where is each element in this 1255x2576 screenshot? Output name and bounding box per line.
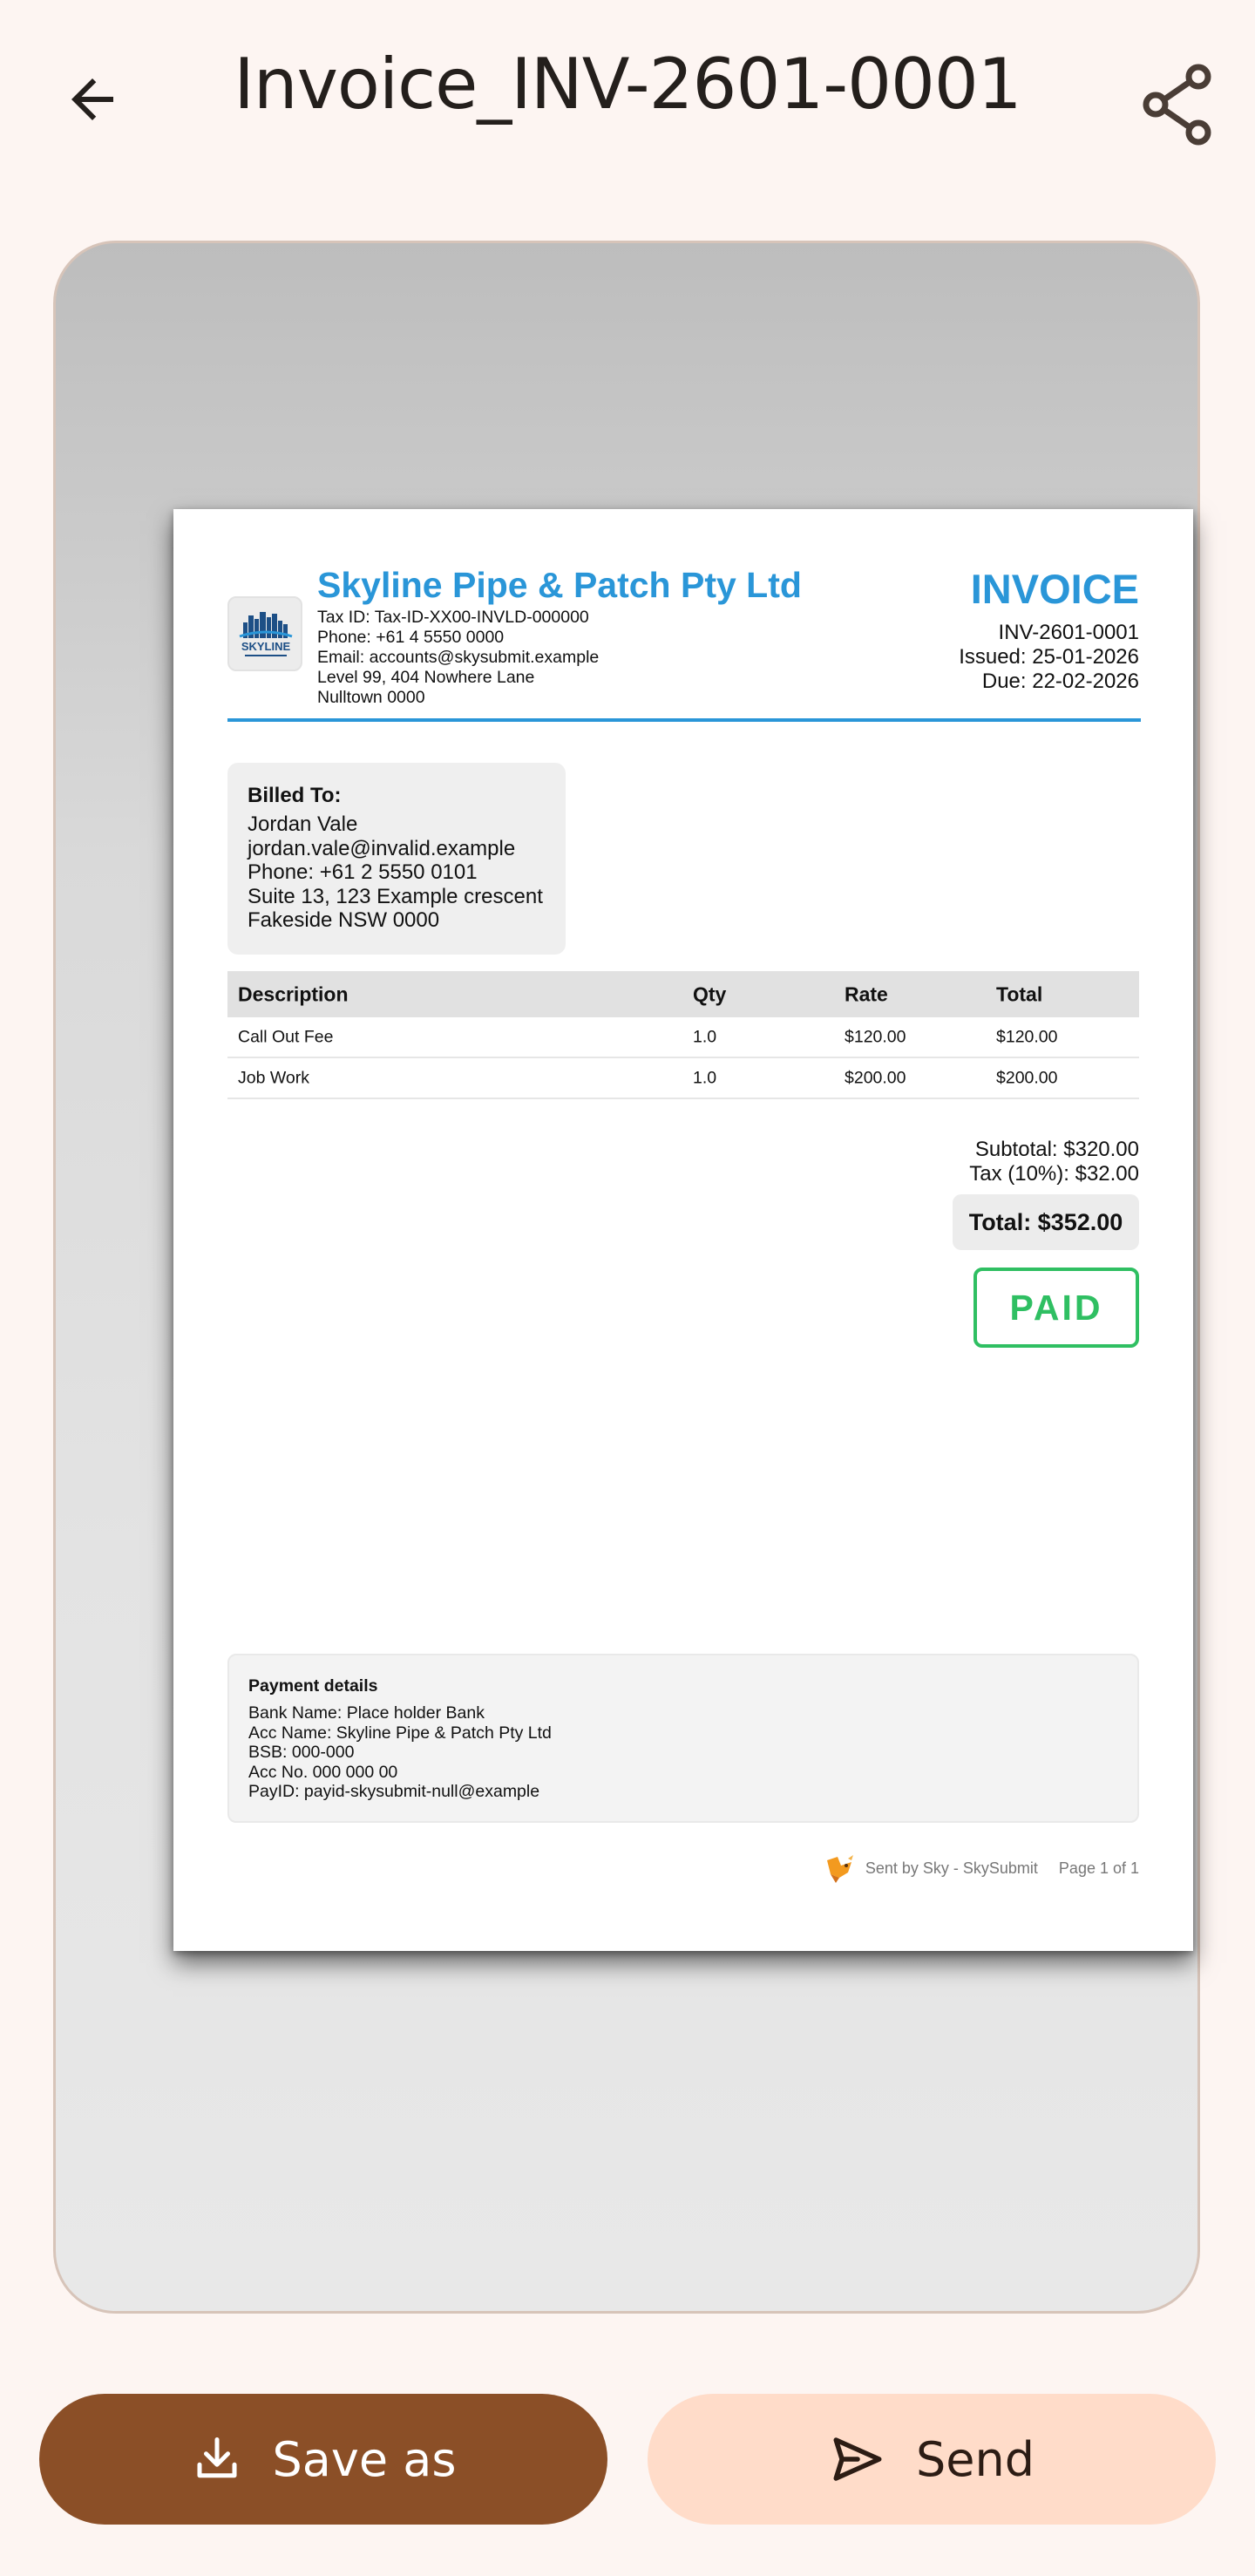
pdf-preview[interactable] bbox=[53, 241, 1200, 2314]
column-total: Total bbox=[996, 982, 1043, 1005]
client-phone: Phone: +61 2 5550 0101 bbox=[248, 860, 478, 884]
send-label: Send bbox=[915, 2431, 1035, 2487]
table-row bbox=[227, 1017, 1139, 1058]
totals-summary bbox=[969, 1138, 1139, 1186]
page-title: Invoice_INV-2601-0001 bbox=[234, 44, 1021, 125]
billed-to-details bbox=[248, 812, 543, 933]
page-footer bbox=[822, 1852, 1139, 1885]
issued-date: Issued: 25-01-2026 bbox=[959, 645, 1139, 669]
paid-stamp: PAID bbox=[973, 1268, 1139, 1348]
bsb: BSB: 000-000 bbox=[248, 1743, 355, 1762]
account-name: Acc Name: Skyline Pipe & Patch Pty Ltd bbox=[248, 1723, 552, 1743]
item-description: Call Out Fee bbox=[238, 1027, 334, 1046]
payment-details-lines bbox=[248, 1703, 552, 1802]
item-qty: 1.0 bbox=[693, 1027, 717, 1046]
item-qty: 1.0 bbox=[693, 1068, 717, 1087]
company-email: Email: accounts@skysubmit.example bbox=[317, 648, 600, 667]
header-divider bbox=[227, 718, 1141, 722]
invoice-page bbox=[173, 509, 1193, 1951]
company-address-line1: Level 99, 404 Nowhere Lane bbox=[317, 668, 535, 687]
share-icon bbox=[1141, 63, 1214, 146]
company-logo bbox=[227, 596, 302, 671]
client-name: Jordan Vale bbox=[248, 812, 358, 836]
invoice-number: INV-2601-0001 bbox=[998, 621, 1139, 644]
company-phone: Phone: +61 4 5550 0000 bbox=[317, 628, 505, 647]
grand-total: Total: $352.00 bbox=[953, 1194, 1139, 1250]
share-button[interactable] bbox=[1130, 56, 1225, 152]
client-address-line2: Fakeside NSW 0000 bbox=[248, 908, 440, 932]
client-email: jordan.vale@invalid.example bbox=[248, 836, 516, 860]
save-as-label: Save as bbox=[272, 2431, 457, 2487]
billed-to-card bbox=[227, 763, 566, 955]
tax-amount: Tax (10%): $32.00 bbox=[969, 1162, 1139, 1186]
svg-text:SKYLINE: SKYLINE bbox=[241, 640, 291, 653]
item-rate: $120.00 bbox=[845, 1027, 906, 1046]
item-total: $120.00 bbox=[996, 1027, 1058, 1046]
invoice-heading: INVOICE bbox=[970, 566, 1139, 612]
bank-name: Bank Name: Place holder Bank bbox=[248, 1703, 485, 1723]
save-as-button[interactable] bbox=[39, 2394, 607, 2525]
app-bar bbox=[0, 0, 1255, 187]
subtotal: Subtotal: $320.00 bbox=[974, 1138, 1139, 1161]
company-tax-id: Tax ID: Tax-ID-XX00-INVLD-000000 bbox=[317, 608, 589, 627]
skysubmit-bird-icon bbox=[822, 1852, 857, 1885]
item-rate: $200.00 bbox=[845, 1068, 906, 1087]
download-icon bbox=[191, 2433, 243, 2485]
due-date: Due: 22-02-2026 bbox=[981, 669, 1139, 693]
sent-by-label: Sent by Sky - SkySubmit bbox=[865, 1859, 1038, 1877]
payid: PayID: payid-skysubmit-null@example bbox=[248, 1782, 540, 1801]
company-address-line2: Nulltown 0000 bbox=[317, 688, 425, 707]
payment-details-title: Payment details bbox=[248, 1676, 378, 1696]
item-description: Job Work bbox=[238, 1068, 309, 1087]
page-number: Page 1 of 1 bbox=[1058, 1859, 1139, 1877]
table-header bbox=[227, 971, 1139, 1017]
account-number: Acc No. 000 000 00 bbox=[248, 1762, 398, 1782]
column-qty: Qty bbox=[693, 982, 727, 1005]
send-icon bbox=[829, 2430, 886, 2488]
send-button[interactable] bbox=[648, 2394, 1216, 2525]
item-total: $200.00 bbox=[996, 1068, 1058, 1087]
company-details bbox=[317, 608, 599, 708]
column-description: Description bbox=[238, 982, 349, 1005]
line-items-table bbox=[227, 971, 1139, 1099]
company-name: Skyline Pipe & Patch Pty Ltd bbox=[317, 565, 802, 605]
invoice-meta bbox=[959, 621, 1139, 694]
payment-details-card bbox=[227, 1654, 1139, 1823]
skyline-logo-icon bbox=[234, 607, 297, 663]
column-rate: Rate bbox=[845, 982, 888, 1005]
client-address-line1: Suite 13, 123 Example crescent bbox=[248, 884, 543, 908]
billed-to-title: Billed To: bbox=[248, 784, 342, 807]
table-row bbox=[227, 1058, 1139, 1099]
